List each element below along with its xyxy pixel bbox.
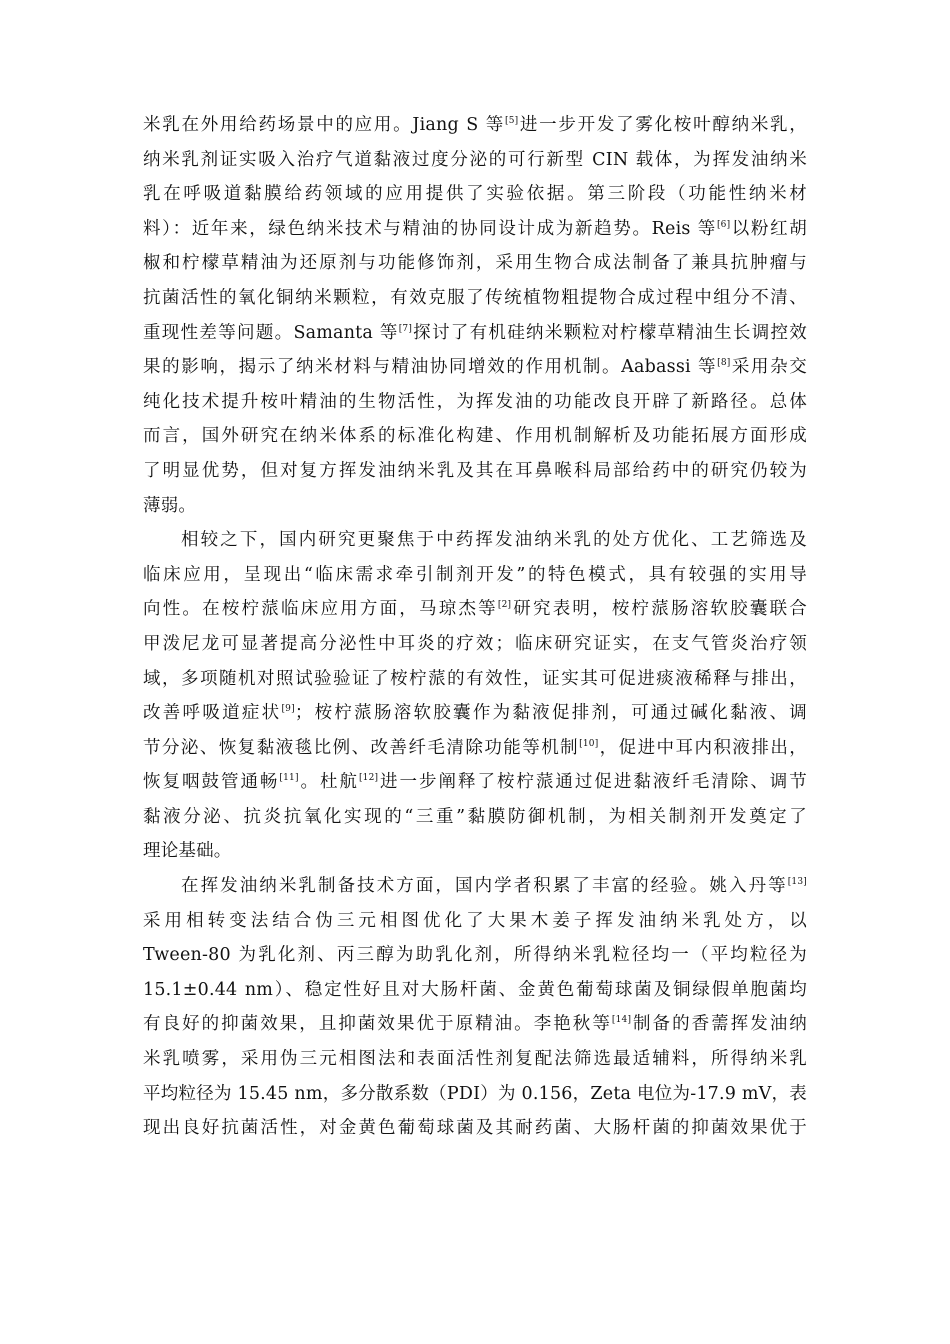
- citation-ref: [8]: [717, 358, 731, 369]
- text-line: [143, 592, 807, 627]
- citation-ref: [11]: [279, 773, 299, 784]
- text-segment: ，促进中耳内积液排出，: [598, 737, 807, 758]
- text-segment: 果的影响，揭示了纳米材料与精油协同增效的作用机制。Aabassi 等: [143, 357, 718, 378]
- text-segment: 。杜航: [298, 772, 359, 793]
- text-segment: 改善呼吸道症状: [143, 703, 282, 724]
- text-segment: 重现性差等问题。Samanta 等: [143, 322, 399, 343]
- text-segment: 甲泼尼龙可显著提高分泌性中耳炎的疗效；临床研究证实，在支气管炎治疗领: [143, 633, 807, 654]
- text-segment: 米乳喷雾，采用伪三元相图法和表面活性剂复配法筛选最适辅料，所得纳米乳: [143, 1049, 807, 1070]
- text-line: [143, 419, 807, 454]
- text-segment: 椒和柠檬草精油为还原剂与功能修饰剂，采用生物合成法制备了兼具抗肿瘤与: [143, 253, 807, 274]
- text-line: [143, 627, 807, 662]
- text-segment: 进一步开发了雾化桉叶醇纳米乳，: [518, 115, 808, 135]
- text-segment: 米乳在外用给药场景中的应用。Jiang S 等: [143, 115, 505, 135]
- text-segment: 进一步阐释了桉柠蒎通过促进黏液纤毛清除、调节: [378, 772, 807, 793]
- text-segment: 探讨了有机硅纳米颗粒对柠檬草精油生长调控效: [412, 322, 807, 343]
- citation-ref: [2]: [497, 600, 512, 611]
- text-line: [143, 316, 807, 351]
- text-segment: 平均粒径为 15.45 nm，多分散系数（PDI）为 0.156，Zeta 电位为-17.9 mV，表: [143, 1083, 807, 1104]
- text-line: [143, 212, 807, 247]
- text-line: [143, 1007, 807, 1042]
- text-segment: 域，多项随机对照试验验证了桉柠蒎的有效性，证实其可促进痰液稀释与排出，: [143, 668, 807, 689]
- text-segment: 黏液分泌、抗炎抗氧化实现的“三重”黏膜防御机制，为相关制剂开发奠定了: [143, 806, 807, 827]
- citation-ref: [9]: [281, 704, 295, 715]
- text-line: [143, 350, 807, 385]
- text-line: [143, 108, 807, 143]
- text-segment: 恢复咽鼓管通畅: [143, 772, 280, 793]
- text-line: [143, 489, 807, 524]
- citation-ref: [5]: [504, 116, 519, 126]
- text-segment: 有良好的抑菌效果，且抑菌效果优于原精油。李艳秋等: [143, 1014, 612, 1035]
- citation-ref: [7]: [398, 323, 413, 334]
- text-line: [143, 281, 807, 316]
- text-segment: 采用杂交: [730, 357, 807, 378]
- text-segment: 向性。在桉柠蒎临床应用方面，马琼杰等: [143, 599, 498, 620]
- text-line: [143, 143, 807, 178]
- text-segment: 以粉红胡: [730, 218, 807, 239]
- text-segment: 在挥发油纳米乳制备技术方面，国内学者积累了丰富的经验。姚入丹等: [181, 876, 788, 897]
- text-line: [143, 558, 807, 593]
- text-segment: 纳米乳剂证实吸入治疗气道黏液过度分泌的可行新型 CIN 载体，为挥发油纳米: [143, 149, 807, 170]
- text-segment: 现出良好抗菌活性，对金黄色葡萄球菌及其耐药菌、大肠杆菌的抑菌效果优于: [143, 1118, 807, 1139]
- text-segment: 制备的香薷挥发油纳: [631, 1014, 807, 1035]
- text-segment: 乳在呼吸道黏膜给药领域的应用提供了实验依据。第三阶段（功能性纳米材: [143, 184, 807, 205]
- text-segment: 相较之下，国内研究更聚焦于中药挥发油纳米乳的处方优化、工艺筛选及: [181, 530, 807, 551]
- citation-ref: [10]: [579, 738, 599, 749]
- text-line: [143, 834, 807, 869]
- text-line: [143, 662, 807, 697]
- text-segment: 研究表明，桉柠蒎肠溶软胶囊联合: [511, 599, 807, 620]
- citation-ref: [12]: [358, 773, 379, 784]
- text-segment: 理论基础。: [143, 841, 232, 862]
- body-text: [143, 108, 807, 1146]
- text-segment: 料）：近年来，绿色纳米技术与精油的协同设计成为新趋势。Reis 等: [143, 218, 717, 239]
- text-segment: ；桉柠蒎肠溶软胶囊作为黏液促排剂，可通过碱化黏液、调: [294, 703, 808, 724]
- text-segment: 纯化技术提升桉叶精油的生物活性，为挥发油的功能改良开辟了新路径。总体: [143, 391, 807, 412]
- text-line: [143, 177, 807, 212]
- text-segment: 了明显优势，但对复方挥发油纳米乳及其在耳鼻喉科局部给药中的研究仍较为: [143, 460, 807, 481]
- text-segment: 临床应用，呈现出“临床需求牵引制剂开发”的特色模式，具有较强的实用导: [143, 564, 807, 585]
- text-line: [143, 904, 807, 939]
- text-segment: Tween-80 为乳化剂、丙三醇为助乳化剂，所得纳米乳粒径均一（平均粒径为: [143, 945, 807, 966]
- text-line: [143, 523, 807, 558]
- text-line: [143, 1111, 807, 1146]
- text-line: [143, 938, 807, 973]
- text-line: [143, 869, 807, 904]
- text-line: [143, 696, 807, 731]
- text-segment: 15.1±0.44 nm）、稳定性好且对大肠杆菌、金黄色葡萄球菌及铜绿假单胞菌均: [143, 979, 807, 1000]
- text-segment: 抗菌活性的氧化铜纳米颗粒，有效克服了传统植物粗提物合成过程中组分不清、: [143, 287, 807, 308]
- text-segment: 薄弱。: [143, 495, 197, 516]
- citation-ref: [6]: [716, 219, 731, 230]
- citation-ref: [13]: [787, 877, 807, 888]
- text-segment: 而言，国外研究在纳米体系的标准化构建、作用机制解析及功能拓展方面形成: [143, 426, 807, 447]
- text-line: [143, 973, 807, 1008]
- text-line: [143, 800, 807, 835]
- text-line: [143, 385, 807, 420]
- text-line: [143, 765, 807, 800]
- text-line: [143, 1042, 807, 1077]
- text-line: [143, 1077, 807, 1112]
- citation-ref: [14]: [611, 1015, 632, 1026]
- text-line: [143, 246, 807, 281]
- text-segment: 节分泌、恢复黏液毯比例、改善纤毛清除功能等机制: [143, 737, 580, 758]
- text-line: [143, 731, 807, 766]
- text-line: [143, 454, 807, 489]
- text-segment: 采用相转变法结合伪三元相图优化了大果木姜子挥发油纳米乳处方，以: [143, 910, 807, 931]
